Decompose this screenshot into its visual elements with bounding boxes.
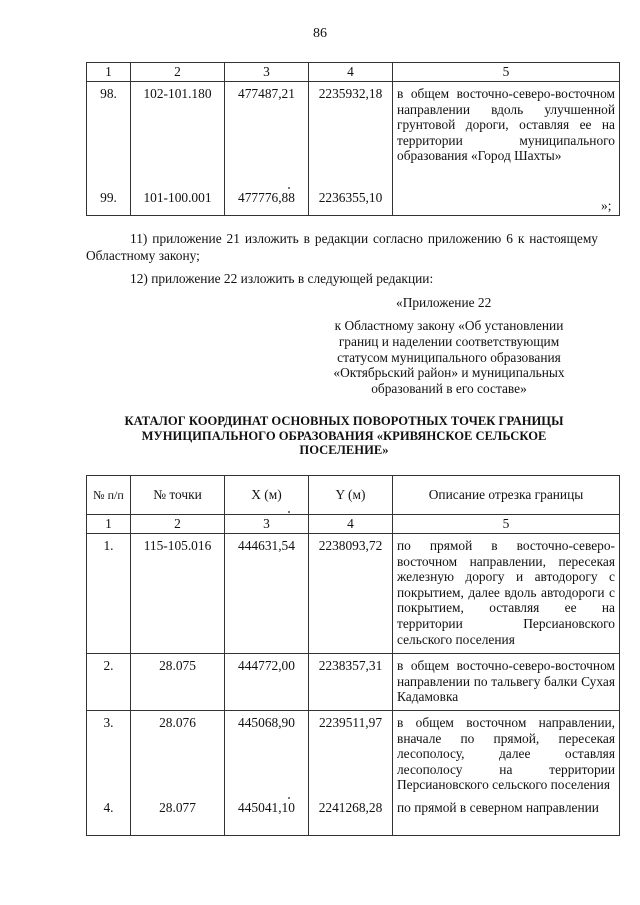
column-number: 5 [393,63,620,82]
column-number: 1 [87,63,131,82]
row-number: 1. [87,534,131,654]
y-coordinate: 2241268,28 [309,796,393,836]
y-coordinate: 2239511,97 [309,711,393,796]
table-row [87,534,620,654]
y-coordinate: 2238357,31 [309,654,393,711]
column-header-y: Y (м) [309,476,393,515]
column-number: 1 [87,515,131,534]
scan-speck [288,187,290,189]
row-number: 4. [87,796,131,836]
segment-description: по прямой в восточно-северо-восточном направлении, пересекая железную дорогу и автодорогу с покрытием, далее вдоль автодороги с покрытием, оставляя ее на территории Персиановского сельского поселения [393,534,620,654]
row-number: 99. [87,190,131,216]
y-coordinate: 2236355,10 [309,190,393,216]
row-number: 98. [87,82,131,190]
x-coordinate: 444631,54 [225,534,309,654]
row-number: 3. [87,711,131,796]
point-number: 28.076 [131,711,225,796]
table-row [87,796,620,836]
column-number: 2 [131,515,225,534]
column-header-x: X (м) [225,476,309,515]
x-coordinate: 444772,00 [225,654,309,711]
table-header-row [87,476,620,515]
paragraph-item-11: 11) приложение 21 изложить в редакции согласно приложению 6 к настоящему Областному закону; [86,231,598,263]
column-header-point: № точки [131,476,225,515]
table-row [87,654,620,711]
coordinates-catalog-table [86,475,620,836]
point-number: 28.075 [131,654,225,711]
table-row [87,82,620,190]
column-header-description: Описание отрезка границы [393,476,620,515]
column-number: 3 [225,63,309,82]
segment-description: по прямой в северном направлении [393,796,620,836]
point-number: 28.077 [131,796,225,836]
table-row [87,711,620,796]
appendix-subtitle: к Областному закону «Об установлении границ и наделении соответствующим статусом муниципального образования «Октябрьский район» и муниципальных образований в его составе» [333,318,565,397]
catalog-title: КАТАЛОГ КООРДИНАТ ОСНОВНЫХ ПОВОРОТНЫХ ТОЧЕК ГРАНИЦЫ МУНИЦИПАЛЬНОГО ОБРАЗОВАНИЯ «КРИВЯНСКОЕ СЕЛЬСКОЕ ПОСЕЛЕНИЕ» [124,414,564,457]
scan-speck [288,797,290,799]
segment-description: в общем восточно-северо-восточном направлении вдоль улучшенной грунтовой дороги, оставляя ее на территории муниципального образования «Город Шахты» [393,82,620,190]
point-number: 115-105.016 [131,534,225,654]
appendix-title: «Приложение 22 [396,295,492,310]
point-number: 101-100.001 [131,190,225,216]
segment-description: в общем восточно-северо-восточном направлении по тальвегу балки Сухая Кадамовка [393,654,620,711]
page-number: 86 [313,26,327,41]
y-coordinate: 2238093,72 [309,534,393,654]
column-number: 4 [309,63,393,82]
segment-description: в общем восточном направлении, вначале по прямой, пересекая лесополосу, далее оставляя лесополосу на территории Персиановского сельского поселения [393,711,620,796]
x-coordinate: 445041,10 [225,796,309,836]
x-coordinate: 477487,21 [225,82,309,190]
paragraph-item-12: 12) приложение 22 изложить в следующей редакции: [130,271,434,286]
column-number: 3 [225,515,309,534]
point-number: 102-101.180 [131,82,225,190]
scan-speck [288,511,290,513]
segment-description [393,190,620,216]
coordinates-table-continued [86,62,620,216]
column-number: 5 [393,515,620,534]
row-number: 2. [87,654,131,711]
column-number: 4 [309,515,393,534]
column-header-number: № п/п [87,476,131,515]
table-numbering-row [87,63,620,82]
column-number: 2 [131,63,225,82]
x-coordinate: 445068,90 [225,711,309,796]
y-coordinate: 2235932,18 [309,82,393,190]
table-row [87,190,620,216]
x-coordinate: 477776,88 [225,190,309,216]
table-numbering-row [87,515,620,534]
closing-quote: »; [601,198,612,213]
